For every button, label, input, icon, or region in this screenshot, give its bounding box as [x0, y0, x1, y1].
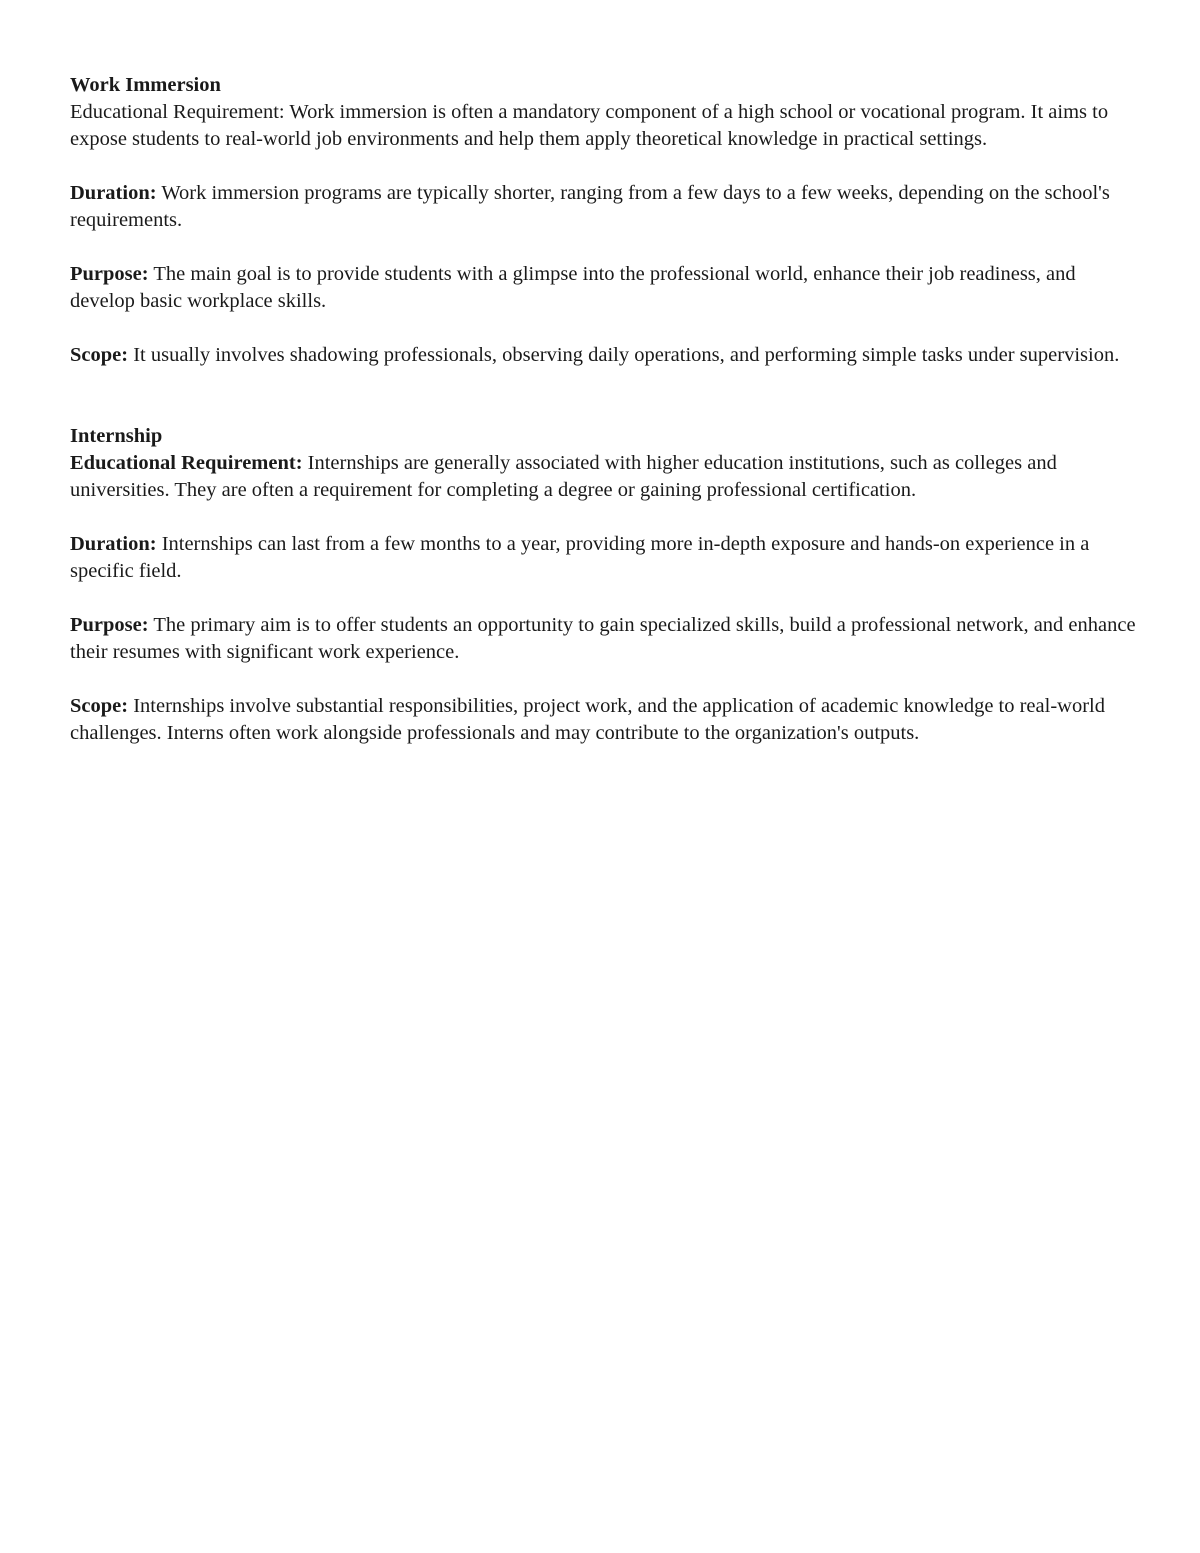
paragraph-scope	[70, 693, 1140, 747]
paragraph-text: Internships are generally associated with higher education institutions, such as colleges and universities. They are often a requirement for completing a degree or gaining professional certification.	[70, 452, 1057, 501]
paragraph-label: Scope:	[70, 344, 129, 366]
paragraph-scope	[70, 342, 1140, 369]
paragraph-label: Duration:	[70, 182, 157, 204]
paragraph-educational-requirement	[70, 99, 1140, 153]
paragraph-label: Purpose:	[70, 263, 149, 285]
paragraph-educational-requirement	[70, 450, 1140, 504]
paragraph-label: Educational Requirement:	[70, 452, 303, 474]
paragraph-text: Internships involve substantial responsibilities, project work, and the application of academic knowledge to real-world challenges. Interns often work alongside professionals and may contribute to the organization's outputs.	[70, 695, 1105, 744]
paragraph-label: Scope:	[70, 695, 129, 717]
paragraph-purpose	[70, 612, 1140, 666]
paragraph-label: Duration:	[70, 533, 157, 555]
paragraph-duration	[70, 531, 1140, 585]
paragraph-text: Work immersion programs are typically shorter, ranging from a few days to a few weeks, depending on the school's requirements.	[70, 182, 1110, 231]
paragraph-text: It usually involves shadowing professionals, observing daily operations, and performing simple tasks under supervision.	[128, 344, 1120, 366]
paragraph-purpose	[70, 261, 1140, 315]
section-title: Internship	[70, 425, 163, 447]
paragraph-text: Internships can last from a few months to a year, providing more in-depth exposure and hands-on experience in a specific field.	[70, 533, 1090, 582]
paragraph-text: The main goal is to provide students with a glimpse into the professional world, enhance their job readiness, and develop basic workplace skills.	[70, 263, 1076, 312]
section-work-immersion	[70, 72, 1140, 369]
section-internship	[70, 423, 1140, 747]
paragraph-text: Educational Requirement: Work immersion is often a mandatory component of a high school or vocational program. It aims to expose students to real-world job environments and help them apply theoretical knowledge in practical settings.	[70, 101, 1109, 150]
paragraph-duration	[70, 180, 1140, 234]
paragraph-label: Purpose:	[70, 614, 149, 636]
section-title: Work Immersion	[70, 74, 221, 96]
paragraph-text: The primary aim is to offer students an opportunity to gain specialized skills, build a professional network, and enhance their resumes with significant work experience.	[70, 614, 1136, 663]
document-page	[70, 72, 1140, 747]
